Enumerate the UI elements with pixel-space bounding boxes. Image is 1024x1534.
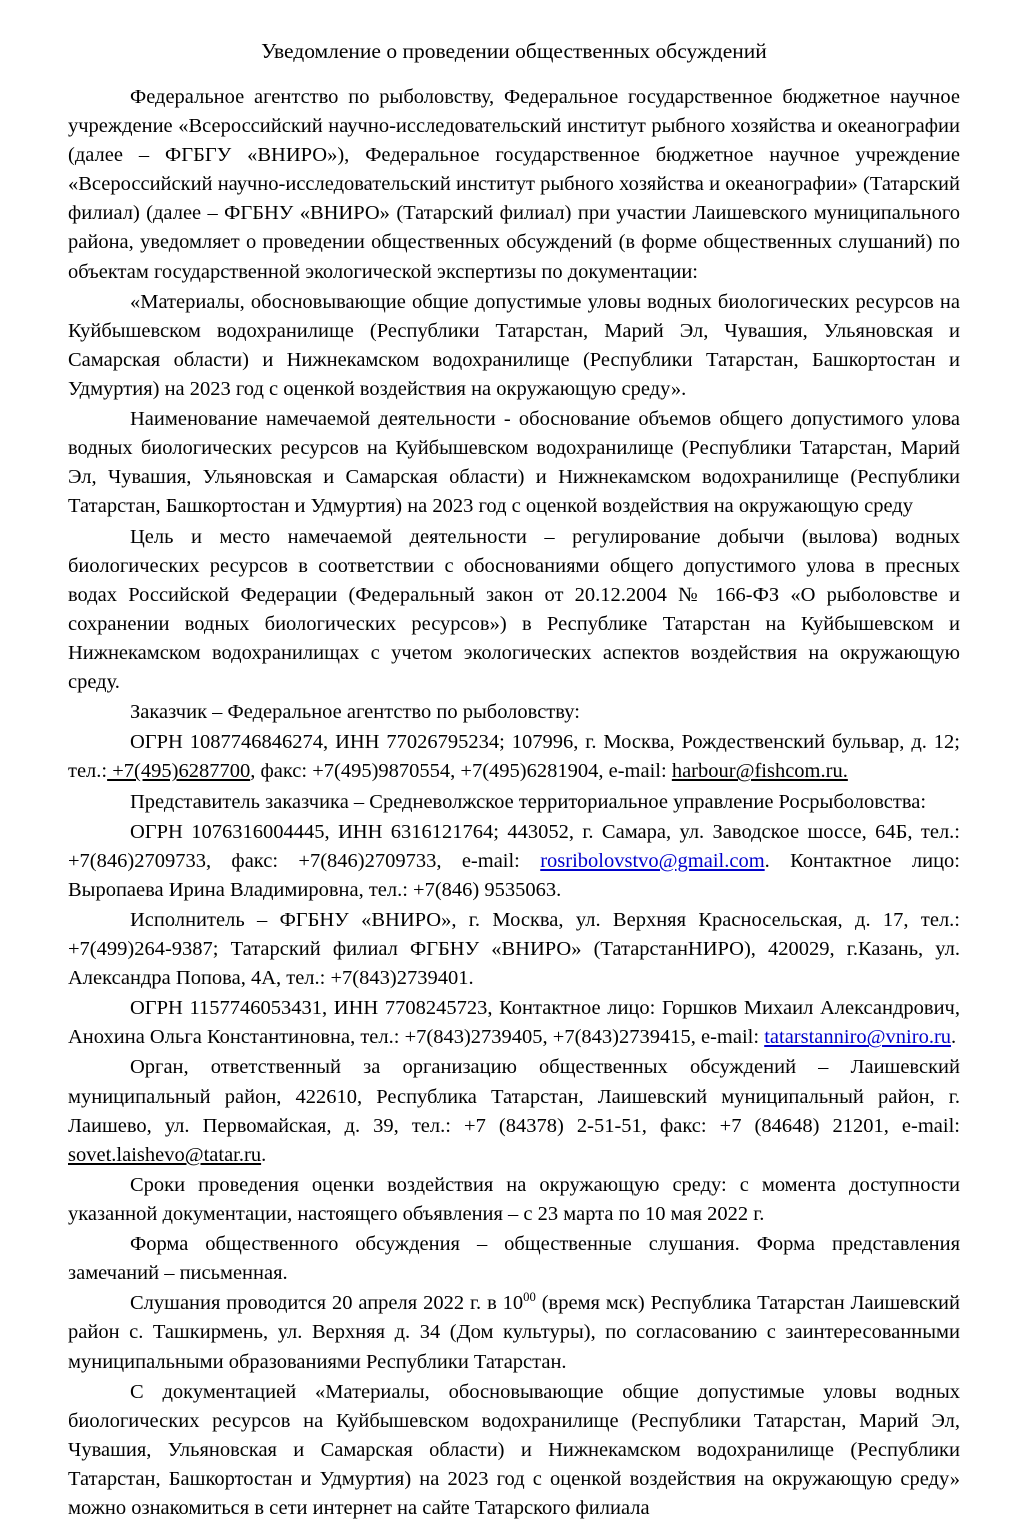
representative-details-end: . Контактное лицо: Выропаева Ирина Владимировна, тел.: +7(846) 9535063. — [68, 849, 960, 901]
paragraph-customer: Заказчик – Федеральное агентство по рыболовству: — [130, 701, 580, 724]
paragraph-form-of-discussion: Форма общественного обсуждения – общественные слушания. Форма представления замечаний – письменная. — [68, 1233, 960, 1285]
paragraph-purpose-and-place: Цель и место намечаемой деятельности – регулирование добычи (вылова) водных биологических ресурсов в соответствии с обоснованиями общего допустимого улова в пресных водах Российской Федерации (Федеральный закон от 20.12.2004 № 166-ФЗ «О рыболовстве и сохранении водных биологических ресурсов») в Республике Татарстан на Куйбышевском и Нижнекамском водохранилищах с учетом экологических аспектов воздействия на окружающую среду. — [68, 525, 960, 694]
responsible-body-email-link[interactable]: sovet.laishevo@tatar.ru — [68, 1143, 262, 1166]
executor-details-text: ОГРН 1157746053431, ИНН 7708245723, Контактное лицо: Горшков Михаил Александрович, Анохина Ольга Константиновна, тел.: +7(843)2739405, +7(843)2739415, e-mail: — [68, 997, 960, 1049]
paragraph-intro: Федеральное агентство по рыболовству, Федеральное государственное бюджетное научное учреждение «Всероссийский научно-исследовательский институт рыбного хозяйства и океанографии (далее – ФГБГУ «ВНИРО»), Федеральное государственное бюджетное научное учреждение «Всероссийский научно-исследовательский институт рыбного хозяйства и океанографии» (Татарский филиал) (далее – ФГБНУ «ВНИРО» (Татарский филиал) при участии Лаишевского муниципального района, уведомляет о проведении общественных обсуждений (в форме общественных слушаний) по объектам государственной экологической экспертизы по документации: — [68, 85, 960, 283]
executor-email-link[interactable]: tatarstanniro@vniro.ru — [764, 1026, 952, 1049]
paragraph-representative-heading: Представитель заказчика – Средневолжское территориальное управление Росрыболовства: — [130, 790, 927, 813]
paragraph-assessment-period: Сроки проведения оценки воздействия на окружающую среду: с момента доступности указанной документации, настоящего объявления – с 23 марта по 10 мая 2022 г. — [68, 1173, 960, 1226]
paragraph-activity-name: Наименование намечаемой деятельности - обоснование объемов общего допустимого улова водных биологических ресурсов на Куйбышевском водохранилище (Республики Татарстан, Марий Эл, Чувашия, Ульяновская и Самарская области) и Нижнекамском водохранилище (Республики Татарстан, Башкортостан и Удмуртия) на 2023 год с оценкой воздействия на окружающую среду — [68, 408, 960, 518]
representative-details-text: ОГРН 1076316004445, ИНН 6316121764; 443052, г. Самара, ул. Заводское шоссе, 64Б, тел.: +7(846)2709733, факс: +7(846)2709733, e-mail: — [68, 820, 960, 872]
paragraph-executor: Исполнитель – ФГБНУ «ВНИРО», г. Москва, ул. Верхняя Красносельская, д. 17, тел.: +7(499)264-9387; Татарский филиал ФГБНУ «ВНИРО» (ТатарстанНИРО), 420029, г.Казань, ул. Александра Попова, 4А, тел.: +7(843)2739401. — [68, 908, 960, 990]
hearing-text-part1: Слушания проводится 20 апреля 2022 г. в 10 — [130, 1292, 524, 1315]
customer-details-text: ОГРН 1087746846274, ИНН 77026795234; 107996, г. Москва, Рождественский бульвар, д. 12; тел.: — [68, 731, 960, 783]
paragraph-customer-details — [68, 728, 960, 786]
executor-details-end: . — [951, 1026, 957, 1049]
paragraph-hearing — [68, 1289, 960, 1376]
hearing-text-part2: (время мск) Республика Татарстан Лаишевский район с. Ташкирмень, ул. Верхняя д. 34 (Дом культуры), по согласованию с заинтересованными муниципальными образованиями Республики Татарстан. — [68, 1292, 960, 1373]
paragraph-responsible-body — [68, 1053, 960, 1169]
hearing-time-superscript: 00 — [523, 1290, 536, 1305]
responsible-body-end: . — [261, 1143, 267, 1166]
customer-phone-link[interactable]: +7(495)6287700 — [107, 760, 251, 783]
responsible-body-text: Орган, ответственный за организацию общественных обсуждений – Лаишевский муниципальный район, 422610, Республика Татарстан, Лаишевский муниципальный район, г. Лаишево, ул. Первомайская, д. 39, тел.: +7 (84378) 2-51-51, факс: +7 (84648) 21201, e-mail: — [68, 1056, 960, 1137]
paragraph-availability: С документацией «Материалы, обосновывающие общие допустимые уловы водных биологических ресурсов на Куйбышевском водохранилище (Республики Татарстан, Марий Эл, Чувашия, Ульяновская и Самарская области) и Нижнекамском водохранилище (Республики Татарстан, Башкортостан и Удмуртия) на 2023 год с оценкой воздействия на окружающую среду» можно ознакомиться в сети интернет на сайте Татарского филиала — [68, 1380, 960, 1520]
page-title: Уведомление о проведении общественных обсуждений — [261, 39, 767, 63]
customer-email-link[interactable]: harbour@fishcom.ru. — [671, 760, 848, 783]
customer-details-mid: , факс: +7(495)9870554, +7(495)6281904, e-mail: — [250, 760, 667, 783]
paragraph-documentation-title: «Материалы, обосновывающие общие допустимые уловы водных биологических ресурсов на Куйбышевском водохранилище (Республики Татарстан, Марий Эл, Чувашия, Ульяновская и Самарская области) и Нижнекамском водохранилище (Республики Татарстан, Башкортостан и Удмуртия) на 2023 год с оценкой воздействия на окружающую среду». — [68, 290, 960, 400]
paragraph-representative-details — [68, 818, 960, 905]
representative-email-link[interactable]: rosribolovstvo@gmail.com — [540, 849, 765, 872]
paragraph-executor-details — [68, 994, 960, 1052]
